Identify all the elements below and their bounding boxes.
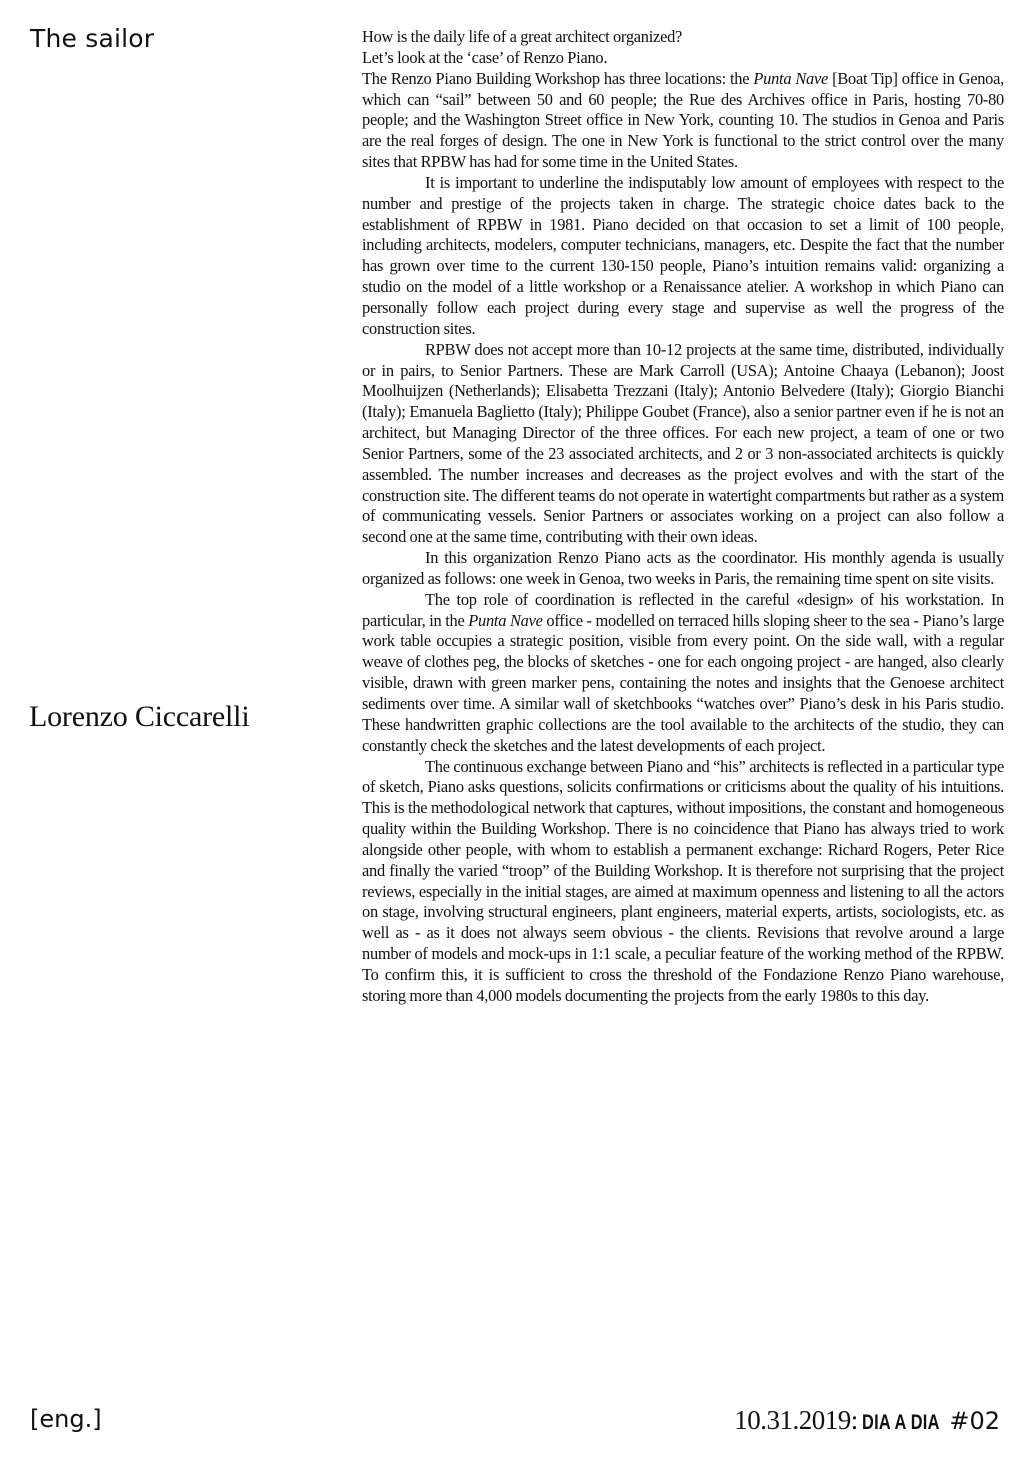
article-paragraph	[362, 69, 1004, 173]
article-paragraph	[362, 590, 1004, 757]
italic-office-name: Punta Nave	[468, 610, 543, 630]
intro-case: Let’s look at the ‘case’ of Renzo Piano.	[362, 47, 608, 67]
issue-label: DIA A DIA	[861, 1411, 940, 1434]
paragraph-text: office - modelled on terraced hills sloping sheer to the sea - Piano’s large work table occupies a strategic position, visible from every point. On the side wall, with a regular weave of clothes peg, the blocks of sketches - one for each ongoing project - are hanged, also clearly visible, drawn with green marker pens, containing the notes and insights that the Genoese architect sediments over time. A similar wall of sketchbooks “watches over” Piano’s desk in his Paris studio. These handwritten graphic collections are the tool available to the architects of the studio, they can constantly check the sketches and the latest developments of each project.	[362, 610, 1004, 755]
author-name: Lorenzo Ciccarelli	[29, 700, 250, 733]
article-paragraph: In this organization Renzo Piano acts as the coordinator. His monthly agenda is usually organized as follows: one week in Genoa, two weeks in Paris, the remaining time spent on site visits.	[362, 548, 1004, 588]
paragraph-text: The Renzo Piano Building Workshop has three locations: the	[362, 68, 754, 88]
article-paragraph: It is important to underline the indisputably low amount of employees with respect to the number and prestige of the projects taken in charge. The strategic choice dates back to the establishment of RPBW in 1981. Piano decided on that occasion to set a limit of 100 people, including architects, modelers, computer technicians, managers, etc. Despite the fact that the number has grown over time to the current 130-150 people, Piano’s intuition remains valid: organizing a studio on the model of a little workshop or a Renaissance atelier. A workshop in which Piano can personally follow each project during every stage and supervise as well the progress of the construction sites.	[362, 172, 1004, 338]
issue-number: #02	[949, 1407, 1000, 1435]
language-tag: [eng.]	[30, 1405, 102, 1433]
issue-date: 10.31.2019:	[734, 1405, 858, 1435]
intro-question: How is the daily life of a great architect organized?	[362, 27, 683, 46]
article-body	[362, 27, 1004, 1007]
issue-info	[734, 1405, 1000, 1436]
article-paragraph: The continuous exchange between Piano and “his” architects is reflected in a particular type of sketch, Piano asks questions, solicits confirmations or criticisms about the quality of his intuitions. This is the methodological network that captures, without impositions, the constant and homogeneous quality within the Building Workshop. There is no coincidence that Piano has always tried to work alongside other people, with whom to establish a permanent exchange: Richard Rogers, Peter Rice and finally the varied “troop” of the Building Workshop. It is therefore not surprising that the project reviews, especially in the initial stages, are aimed at maximum openness and listening to all the actors on stage, involving structural engineers, plant engineers, material experts, artists, sociologists, etc. as well as - as it does not always seem obvious - the clients. Revisions that revolve around a large number of models and mock-ups in 1:1 scale, a peculiar feature of the working method of the RPBW. To confirm this, it is sufficient to cross the threshold of the Fondazione Renzo Piano warehouse, storing more than 4,000 models documenting the projects from the early 1980s to this day.	[362, 756, 1004, 1005]
italic-office-name: Punta Nave	[753, 68, 829, 88]
paragraph-text: [Boat Tip] office in Genoa, which can “sail” between 50 and 60 people; the Rue des Archives office in Paris, hosting 70-80 people; and the Washington Street office in New York, counting 10. The studios in Genoa and Paris are the real forges of design. The one in New York is functional to the strict control over the many sites that RPBW has had for some time in the United States.	[362, 68, 1005, 172]
paragraph-text: The top role of coordination is reflected in the careful «design» of his workstation. In particular, in the	[362, 589, 1004, 630]
section-title: The sailor	[30, 24, 155, 53]
article-paragraph: RPBW does not accept more than 10-12 projects at the same time, distributed, individually or in pairs, to Senior Partners. These are Mark Carroll (USA); Antoine Chaaya (Lebanon); Joost Moolhuijzen (Netherlands); Elisabetta Trezzani (Italy); Antonio Belvedere (Italy); Giorgio Bianchi (Italy); Emanuela Baglietto (Italy); Philippe Goubet (France), also a senior partner even if he is not an architect, but Managing Director of the three offices. For each new project, a team of one or two Senior Partners, some of the 23 associated architects, and 2 or 3 non-associated architects is quickly assembled. The number increases and decreases as the project evolves and with the start of the construction site. The different teams do not operate in watertight compartments but rather as a system of communicating vessels. Senior Partners or associates working on a project can also follow a second one at the same time, contributing with their own ideas.	[362, 339, 1004, 547]
